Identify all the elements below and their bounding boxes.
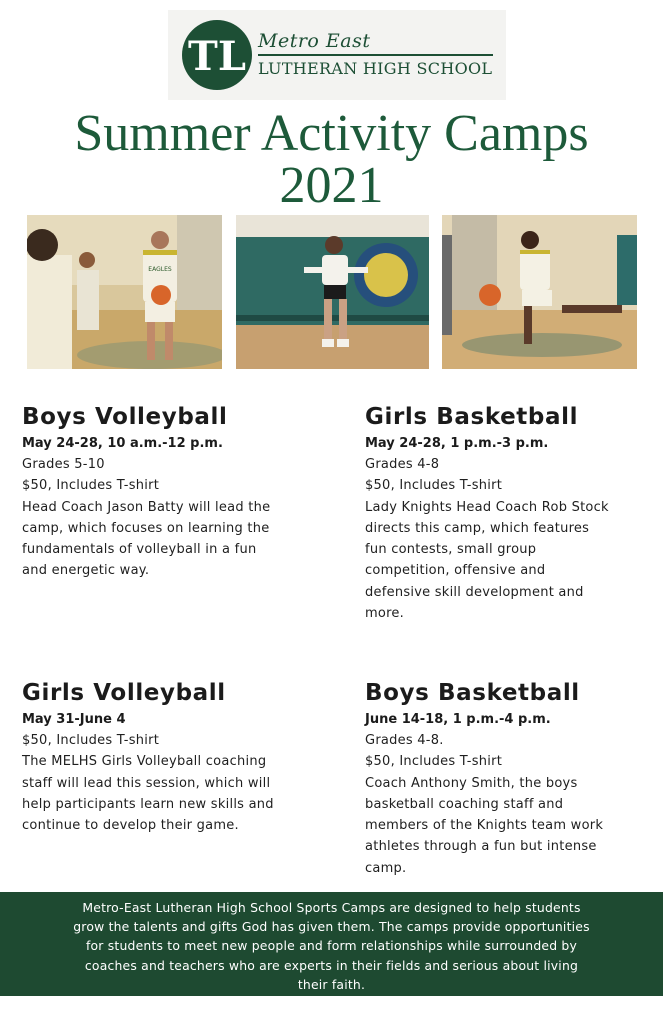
camp-heading: Girls Volleyball [22,680,226,706]
footer-line: Metro-East Lutheran High School Sports Camps are designed to help students [82,900,581,915]
jersey-text: EAGLES [148,266,172,273]
logo-school-name: LUTHERAN HIGH SCHOOL [258,59,493,78]
camp-date: May 24-28, 10 a.m.-12 p.m. [22,436,223,451]
camp-detail-line: competition, offensive and [365,563,546,579]
camp-detail-line: Head Coach Jason Batty will lead the [22,499,271,515]
camp-detail-line: athletes through a fun but intense [365,839,597,855]
camp-detail-line: Grades 5-10 [22,457,105,472]
camp-detail-line: $50, Includes T-shirt [22,733,160,748]
footer-line: grow the talents and gifts God has given them. The camps provide opportunities [73,919,590,935]
camp-boys-volleyball [22,403,322,582]
camp-girls-basketball [365,403,655,624]
camp-heading: Girls Basketball [365,404,579,430]
camp-detail-line: continue to develop their game. [22,818,239,834]
logo-metro-east: Metro East [258,30,371,52]
footer-line: their faith. [297,976,366,992]
footer-line: coaches and teachers who are experts in their fields and serious about living [84,957,579,973]
footer-banner [0,892,663,996]
tl-monogram-icon [182,20,252,90]
camp-date: May 31-June 4 [22,712,126,727]
camp-boys-basketball [365,679,655,879]
camp-detail-line: fun contests, small group [365,542,537,558]
camp-heading: Boys Basketball [365,680,580,706]
camp-detail-line: more. [365,606,405,622]
camp-detail-line: camp. [365,860,407,876]
logo-divider [258,54,493,56]
camp-detail-line: fundamentals of volleyball in a fun [22,542,257,558]
camp-detail-line: and energetic way. [22,563,150,579]
photo-girls-basketball [27,215,222,369]
camp-date: June 14-18, 1 p.m.-4 p.m. [365,712,551,727]
camp-date: May 24-28, 1 p.m.-3 p.m. [365,436,549,451]
logo-monogram-text: TL [188,33,246,80]
camp-detail-line: Grades 4-8. [365,733,444,748]
photo-boys-volleyball [236,215,429,369]
camp-detail-line: directs this camp, which features [365,520,590,536]
page-title: Summer Activity Camps [74,105,589,162]
camp-detail-line: $50, Includes T-shirt [365,754,503,770]
camp-heading: Boys Volleyball [22,404,228,430]
camp-detail-line: members of the Knights team work [365,818,604,834]
footer-line: for students to meet new people and form relationships while surrounded by [85,938,578,954]
camp-detail-line: $50, Includes T-shirt [22,478,160,494]
page-title-year: 2021 [279,157,384,214]
camp-detail-line: staff will lead this session, which will [22,775,271,791]
camp-girls-volleyball [22,679,322,836]
camp-detail-line: basketball coaching staff and [365,796,564,812]
camp-detail-line: camp, which focuses on learning the [22,520,270,536]
school-logo-monogram [182,20,252,90]
camp-detail-line: Lady Knights Head Coach Rob Stock [365,499,609,515]
camp-detail-line: defensive skill development and [365,584,584,600]
camp-detail-line: Coach Anthony Smith, the boys [365,775,578,791]
camp-detail-line: Grades 4-8 [365,457,440,472]
camp-detail-line: help participants learn new skills and [22,796,274,812]
photo-boys-basketball [442,215,637,369]
camp-detail-line: The MELHS Girls Volleyball coaching [22,754,267,770]
camp-detail-line: $50, Includes T-shirt [365,478,503,494]
